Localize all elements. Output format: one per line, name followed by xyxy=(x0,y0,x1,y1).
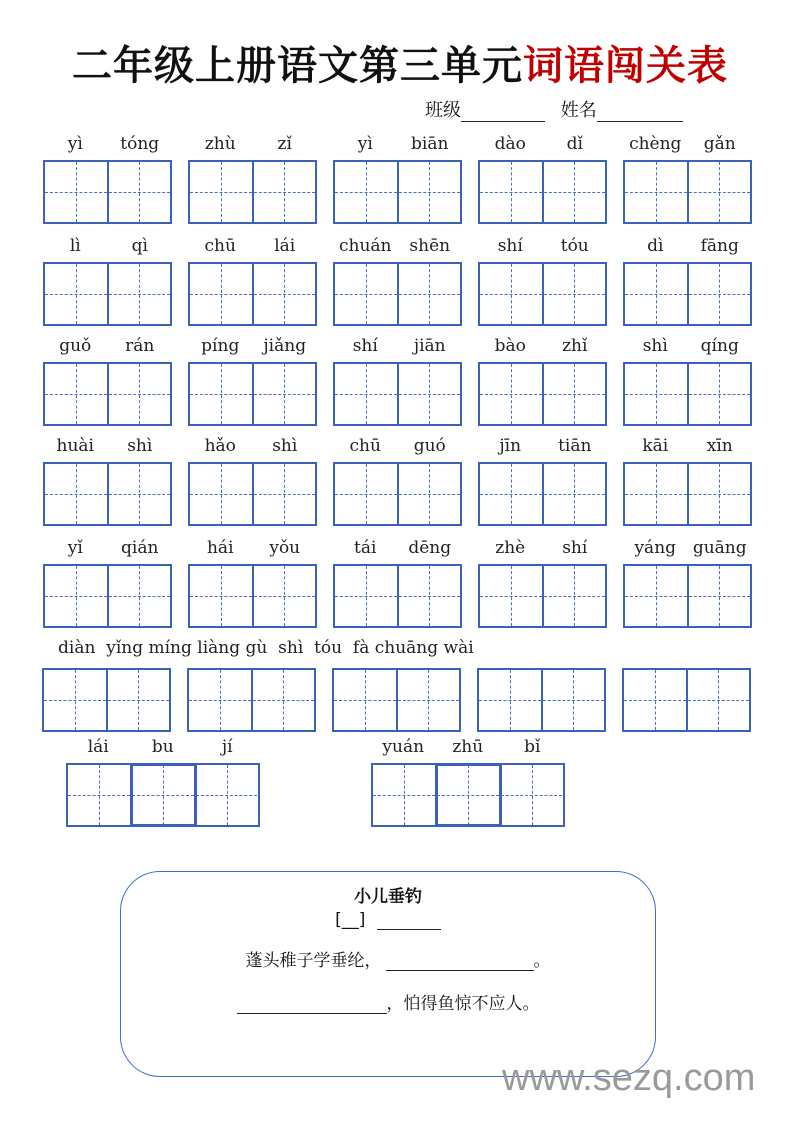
tianzige-cell[interactable] xyxy=(335,464,399,524)
tianzige-cell[interactable] xyxy=(399,364,461,424)
poem-line-1-text: 蓬头稚子学垂纶， xyxy=(245,951,382,971)
tianzige-cell[interactable] xyxy=(109,566,171,626)
tianzige-cell[interactable] xyxy=(335,364,399,424)
poem-author-line xyxy=(121,910,655,930)
tianzige-cell[interactable] xyxy=(190,566,254,626)
pinyin-label: qián xyxy=(121,538,159,558)
tianzige-cell[interactable] xyxy=(132,765,196,825)
pinyin-label: dǐ xyxy=(566,134,583,154)
pinyin-label: tái xyxy=(354,538,377,558)
tianzige-cell[interactable] xyxy=(190,464,254,524)
tianzige-cell[interactable] xyxy=(109,264,171,324)
poem-line-1-blank[interactable] xyxy=(386,954,534,971)
word-box[interactable] xyxy=(333,462,462,526)
pinyin-label: shí xyxy=(497,236,523,256)
tianzige-cell[interactable] xyxy=(254,162,316,222)
pinyin-label: bu xyxy=(151,737,174,757)
tianzige-cell[interactable] xyxy=(45,464,109,524)
pinyin-label: yuán xyxy=(382,737,425,757)
word-box[interactable] xyxy=(478,262,607,326)
poem-line-2-blank[interactable] xyxy=(237,997,387,1014)
tianzige-cell[interactable] xyxy=(437,765,501,825)
tianzige-cell[interactable] xyxy=(254,264,316,324)
tianzige-cell[interactable] xyxy=(190,364,254,424)
tianzige-cell[interactable] xyxy=(373,765,437,825)
pinyin-label: tóng xyxy=(120,134,160,154)
pinyin-label: zhè xyxy=(495,538,526,558)
pinyin-label: yáng xyxy=(634,538,677,558)
word-box[interactable] xyxy=(188,160,317,224)
pinyin-label: bǐ xyxy=(524,737,541,757)
tianzige-cell[interactable] xyxy=(544,162,606,222)
tianzige-cell[interactable] xyxy=(45,364,109,424)
author-blank[interactable] xyxy=(377,913,441,930)
tianzige-cell[interactable] xyxy=(543,670,605,730)
tianzige-cell[interactable] xyxy=(625,364,689,424)
pinyin-label: lái xyxy=(274,236,296,256)
poem-line-2 xyxy=(121,989,655,1014)
pinyin-label: shí xyxy=(352,336,378,356)
word-box[interactable] xyxy=(478,462,607,526)
pinyin-label: chuán xyxy=(338,236,392,256)
word-box[interactable] xyxy=(42,668,171,732)
tianzige-cell[interactable] xyxy=(335,162,399,222)
tianzige-cell[interactable] xyxy=(625,566,689,626)
tianzige-cell[interactable] xyxy=(44,670,108,730)
tianzige-cell[interactable] xyxy=(190,162,254,222)
pinyin-label: guāng xyxy=(692,538,747,558)
pinyin-label: kāi xyxy=(642,436,669,456)
tianzige-cell[interactable] xyxy=(253,670,315,730)
tianzige-cell[interactable] xyxy=(45,264,109,324)
pinyin-label: yì xyxy=(357,134,373,154)
page-title xyxy=(0,34,800,91)
pinyin-label: rán xyxy=(125,336,155,356)
pinyin-label: qíng xyxy=(700,336,739,356)
tianzige-cell[interactable] xyxy=(189,670,253,730)
pinyin-label: píng xyxy=(201,336,240,356)
poem-line-1 xyxy=(121,946,665,971)
word-box-three[interactable] xyxy=(371,763,565,827)
tianzige-cell[interactable] xyxy=(399,464,461,524)
pinyin-line: diàn yǐng míng liàng gù shì tóu fà chuāng wài xyxy=(58,638,474,658)
word-box[interactable] xyxy=(478,564,607,628)
watermark: www.sezq.com xyxy=(502,1057,756,1099)
word-box[interactable] xyxy=(622,668,751,732)
tianzige-cell[interactable] xyxy=(689,364,751,424)
student-info xyxy=(425,96,683,122)
tianzige-cell[interactable] xyxy=(334,670,398,730)
word-box[interactable] xyxy=(623,462,752,526)
pinyin-label: biān xyxy=(411,134,449,154)
pinyin-label: lái xyxy=(87,737,109,757)
pinyin-label: zǐ xyxy=(277,134,292,154)
pinyin-label: chū xyxy=(349,436,381,456)
tianzige-cell[interactable] xyxy=(480,162,544,222)
tianzige-cell[interactable] xyxy=(254,464,316,524)
tianzige-cell[interactable] xyxy=(399,162,461,222)
tianzige-cell[interactable] xyxy=(480,464,544,524)
pinyin-label: dēng xyxy=(408,538,452,558)
word-box[interactable] xyxy=(332,668,461,732)
poem-line-1-end: 。 xyxy=(533,951,551,971)
pinyin-label: shēn xyxy=(409,236,451,256)
pinyin-label: yǐ xyxy=(67,538,83,558)
tianzige-cell[interactable] xyxy=(544,464,606,524)
tianzige-cell[interactable] xyxy=(196,765,258,825)
tianzige-cell[interactable] xyxy=(254,566,316,626)
word-box[interactable] xyxy=(43,160,172,224)
tianzige-cell[interactable] xyxy=(398,670,460,730)
pinyin-label: hǎo xyxy=(204,436,236,456)
tianzige-cell[interactable] xyxy=(108,670,170,730)
tianzige-cell[interactable] xyxy=(109,464,171,524)
tianzige-cell[interactable] xyxy=(480,566,544,626)
poem-box xyxy=(120,871,656,1077)
pinyin-label: shì xyxy=(272,436,298,456)
title-main: 二年级上册语文第三单元 xyxy=(72,43,523,89)
word-box[interactable] xyxy=(188,462,317,526)
pinyin-label: fāng xyxy=(700,236,739,256)
tianzige-cell[interactable] xyxy=(689,566,751,626)
poem-title: 小儿垂钓 xyxy=(354,887,422,907)
tianzige-cell[interactable] xyxy=(689,264,751,324)
pinyin-label: shì xyxy=(642,336,668,356)
tianzige-cell[interactable] xyxy=(625,464,689,524)
tianzige-cell[interactable] xyxy=(399,264,461,324)
tianzige-cell[interactable] xyxy=(254,364,316,424)
pinyin-label: xīn xyxy=(706,436,733,456)
tianzige-cell[interactable] xyxy=(480,264,544,324)
tianzige-cell[interactable] xyxy=(109,162,171,222)
tianzige-cell[interactable] xyxy=(544,264,606,324)
pinyin-label: huài xyxy=(56,436,94,456)
tianzige-cell[interactable] xyxy=(45,162,109,222)
word-box[interactable] xyxy=(623,262,752,326)
pinyin-label: jīn xyxy=(499,436,522,456)
pinyin-label: shì xyxy=(127,436,153,456)
tianzige-cell[interactable] xyxy=(45,566,109,626)
pinyin-label: yì xyxy=(67,134,83,154)
pinyin-label: zhù xyxy=(204,134,236,154)
word-box[interactable] xyxy=(478,362,607,426)
pinyin-label: jiān xyxy=(413,336,446,356)
class-label: 班级 xyxy=(425,100,461,121)
pinyin-label: chèng xyxy=(629,134,682,154)
pinyin-label: chū xyxy=(204,236,236,256)
pinyin-label: zhǐ xyxy=(562,336,588,356)
class-blank[interactable] xyxy=(461,103,545,122)
pinyin-label: zhū xyxy=(452,737,484,757)
tianzige-cell[interactable] xyxy=(625,264,689,324)
word-box[interactable] xyxy=(333,362,462,426)
pinyin-label: hái xyxy=(206,538,234,558)
tianzige-cell[interactable] xyxy=(399,566,461,626)
name-blank[interactable] xyxy=(597,103,683,122)
dynasty-blank[interactable]: [__] xyxy=(335,910,366,930)
pinyin-label: gǎn xyxy=(703,134,736,154)
word-box[interactable] xyxy=(188,564,317,628)
word-box[interactable] xyxy=(43,362,172,426)
tianzige-cell[interactable] xyxy=(190,264,254,324)
tianzige-cell[interactable] xyxy=(335,264,399,324)
tianzige-cell[interactable] xyxy=(109,364,171,424)
word-box[interactable] xyxy=(623,160,752,224)
tianzige-cell[interactable] xyxy=(544,364,606,424)
word-box[interactable] xyxy=(43,564,172,628)
word-box[interactable] xyxy=(477,668,606,732)
pinyin-label: jiǎng xyxy=(263,336,307,356)
word-box-three[interactable] xyxy=(66,763,260,827)
tianzige-cell[interactable] xyxy=(689,464,751,524)
pinyin-label: tiān xyxy=(558,436,592,456)
tianzige-cell[interactable] xyxy=(335,566,399,626)
tianzige-cell[interactable] xyxy=(625,162,689,222)
tianzige-cell[interactable] xyxy=(479,670,543,730)
pinyin-label: guǒ xyxy=(59,336,92,356)
pinyin-label: yǒu xyxy=(269,538,301,558)
name-label: 姓名 xyxy=(560,100,597,121)
pinyin-label: qì xyxy=(131,236,148,256)
word-box[interactable] xyxy=(333,262,462,326)
pinyin-label: dì xyxy=(647,236,664,256)
pinyin-label: bào xyxy=(494,336,526,356)
tianzige-cell[interactable] xyxy=(688,670,750,730)
word-box[interactable] xyxy=(333,564,462,628)
pinyin-label: jí xyxy=(221,737,233,757)
tianzige-cell[interactable] xyxy=(480,364,544,424)
poem-line-2-text: ，怕得鱼惊不应人。 xyxy=(386,994,540,1014)
tianzige-cell[interactable] xyxy=(544,566,606,626)
word-box[interactable] xyxy=(478,160,607,224)
pinyin-label: dào xyxy=(494,134,526,154)
pinyin-label: guó xyxy=(413,436,446,456)
word-box[interactable] xyxy=(623,362,752,426)
word-box[interactable] xyxy=(43,262,172,326)
tianzige-cell[interactable] xyxy=(68,765,132,825)
word-box[interactable] xyxy=(188,262,317,326)
word-box[interactable] xyxy=(333,160,462,224)
pinyin-label: tóu xyxy=(560,236,589,256)
title-highlight: 词语闯关表 xyxy=(523,43,728,89)
tianzige-cell[interactable] xyxy=(689,162,751,222)
word-box[interactable] xyxy=(623,564,752,628)
word-box[interactable] xyxy=(188,362,317,426)
pinyin-label: lì xyxy=(69,236,81,256)
tianzige-cell[interactable] xyxy=(501,765,563,825)
word-box[interactable] xyxy=(43,462,172,526)
word-box[interactable] xyxy=(187,668,316,732)
tianzige-cell[interactable] xyxy=(624,670,688,730)
pinyin-label: shí xyxy=(562,538,588,558)
